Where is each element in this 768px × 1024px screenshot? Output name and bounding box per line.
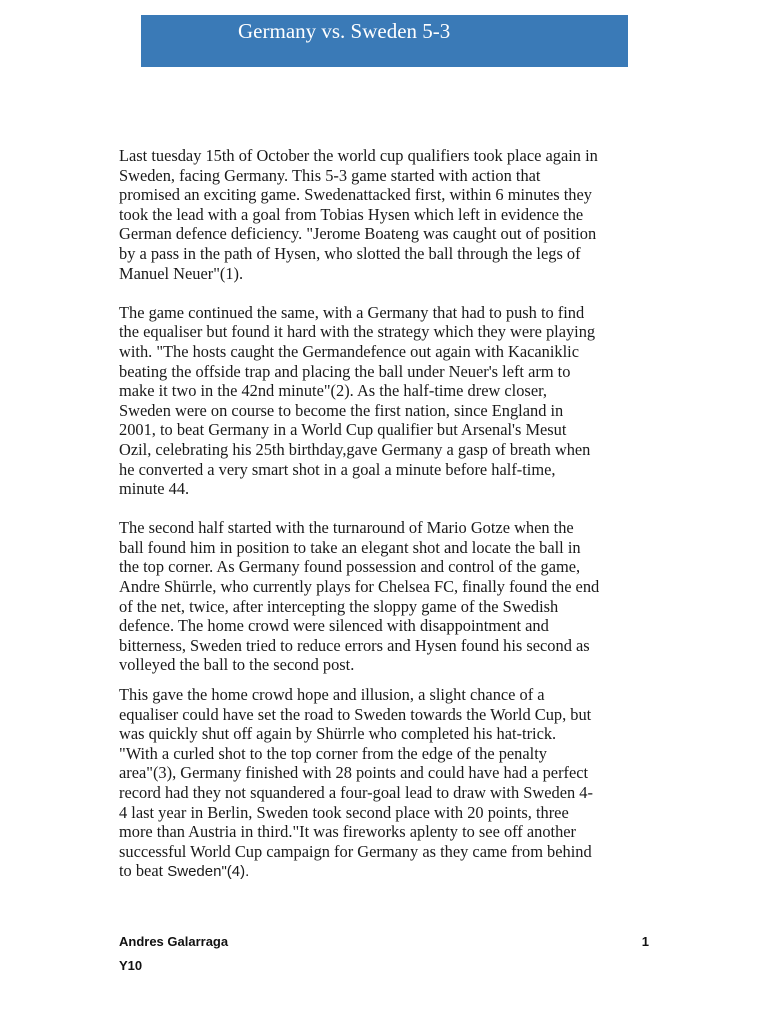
paragraph-2: The game continued the same, with a Germany that had to push to find the equaliser but found it hard with the strategy which they were playing with. "The hosts caught the Germandefence out again with Kacaniklic beating the offside trap and placing the ball under Neuer's left arm to make it two in the 42nd minute"(2). As the half-time drew closer, Sweden were on course to become the first nation, since England in 2001, to beat Germany in a World Cup qualifier but Arsenal's Mesut Ozil, celebrating his 25th birthday,gave Germany a gasp of breath when he converted a very smart shot in a goal a minute before half-time, minute 44.	[119, 302, 596, 499]
title-banner	[141, 15, 628, 67]
paragraph-4-text: This gave the home crowd hope and illusion, a slight chance of a equaliser could have set the road to Sweden towards the World Cup, but was quickly shut off again by Shürrle who completed his hat-trick. "With a curled shot to the top corner from the edge of the penalty area"(3), Germany finished with 28 points and could have had a perfect record had they not squandered a four-goal lead to draw with Sweden 4- 4 last year in Berlin, Sweden took second place with 20 points, three more than Austria in third."It was fireworks aplenty to see off another successful World Cup campaign for Germany as they came from behind to beat	[119, 685, 593, 881]
paragraph-3: The second half started with the turnaround of Mario Gotze when the ball found him in position to take an elegant shot and locate the ball in the top corner. As Germany found possession and control of the game, Andre Shürrle, who currently plays for Chelsea FC, finally found the end of the net, twice, after intercepting the sloppy game of the Swedish defence. The home crowd were silenced with disappointment and bitterness, Sweden tried to reduce errors and Hysen found his second as volleyed the ball to the second post.	[119, 518, 600, 675]
article-body	[119, 146, 659, 882]
footer-class: Y10	[119, 958, 143, 973]
paragraph-4-tail: Sweden"(4).	[167, 863, 250, 881]
paragraph-4	[119, 685, 659, 882]
document-title: Germany vs. Sweden 5-3	[238, 19, 451, 43]
paragraph-1: Last tuesday 15th of October the world cup qualifiers took place again in Sweden, facing Germany. This 5-3 game started with action that promised an exciting game. Swedenattacked first, within 6 minutes they took the lead with a goal from Tobias Hysen which left in evidence the German defence deficiency. "Jerome Boateng was caught out of position by a pass in the path of Hysen, who slotted the ball through the legs of Manuel Neuer"(1).	[119, 146, 598, 283]
page-number: 1	[641, 934, 649, 949]
footer-author: Andres Galarraga	[119, 934, 229, 949]
